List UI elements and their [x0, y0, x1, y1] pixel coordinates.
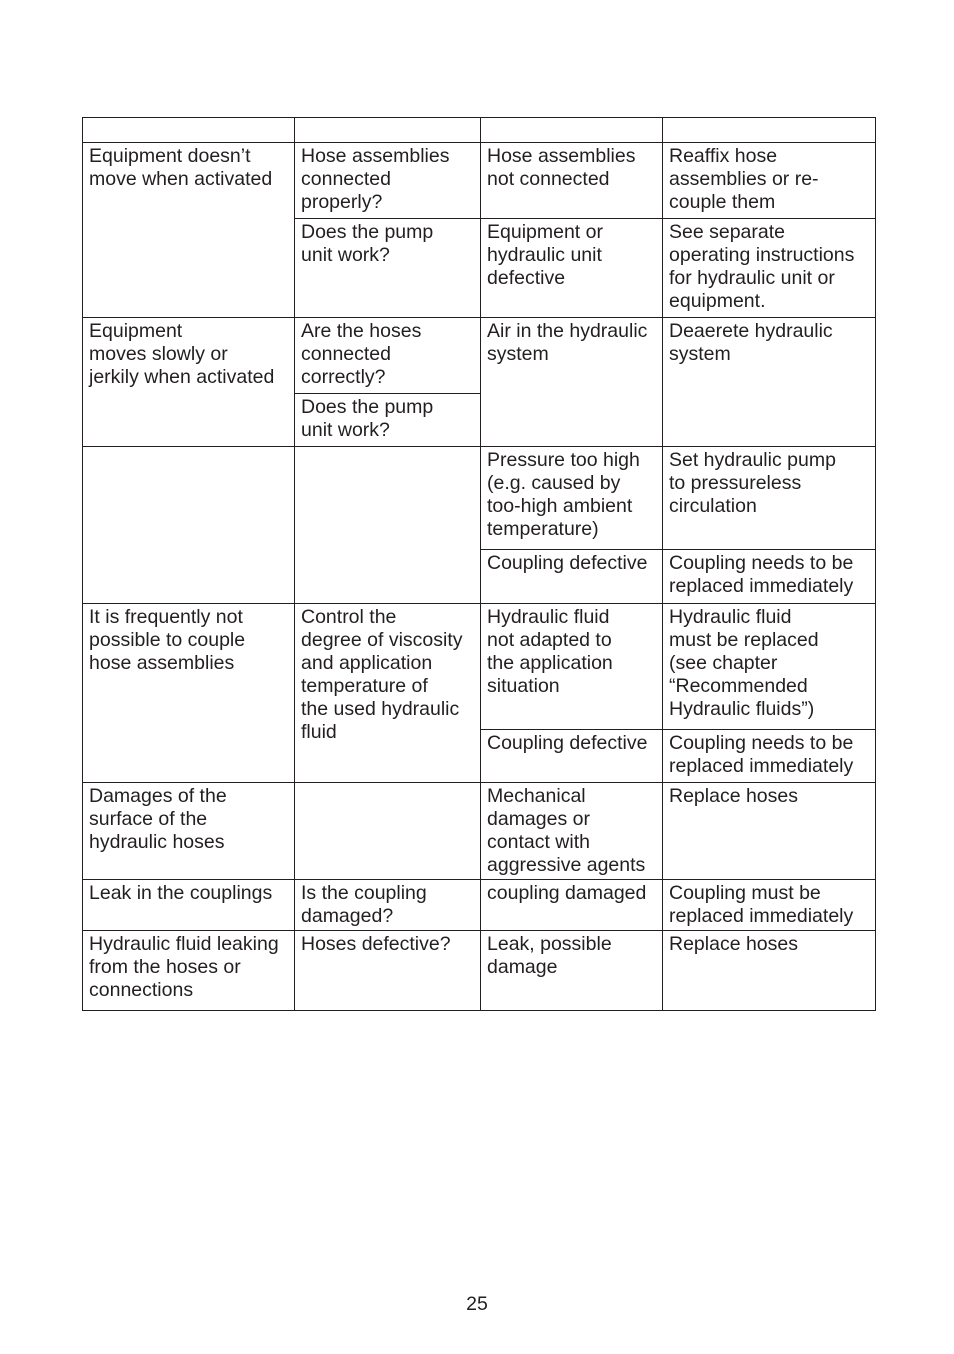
cause-cell: Air in the hydraulic system [481, 318, 663, 447]
check-cell: Is the coupling damaged? [295, 880, 481, 931]
problem-cell [83, 447, 295, 604]
check-cell: Hoses defective? [295, 931, 481, 1011]
problem-cell: Equipment doesn’t move when activated [83, 143, 295, 318]
check-cell: Control the degree of viscosity and application temperature of the used hydraulic fluid [295, 604, 481, 783]
remedy-cell: Coupling needs to be replaced immediately [663, 729, 876, 782]
table-header-row [83, 118, 876, 143]
cause-cell: Equipment or hydraulic unit defective [481, 218, 663, 317]
problem-cell: Equipment moves slowly or jerkily when activated [83, 318, 295, 447]
header-cell-problem [83, 118, 295, 143]
table-row [83, 447, 876, 550]
cause-cell: Hydraulic fluid not adapted to the application situation [481, 604, 663, 730]
check-cell: Does the pump unit work? [295, 218, 481, 317]
check-cell: Hose assemblies connected properly? [295, 143, 481, 219]
remedy-cell: Coupling needs to be replaced immediately [663, 549, 876, 603]
problem-cell: It is frequently not possible to couple hose assemblies [83, 604, 295, 783]
cause-cell: Mechanical damages or contact with aggressive agents [481, 783, 663, 880]
remedy-cell: Replace hoses [663, 783, 876, 880]
cause-cell: coupling damaged [481, 880, 663, 931]
check-cell: Does the pump unit work? [295, 394, 481, 447]
header-cell-check [295, 118, 481, 143]
header-cell-remedy [663, 118, 876, 143]
remedy-cell: See separate operating instructions for hydraulic unit or equipment. [663, 218, 876, 317]
cause-cell: Leak, possible damage [481, 931, 663, 1011]
remedy-cell: Deaerete hydraulic system [663, 318, 876, 447]
table-row [83, 318, 876, 394]
check-cell [295, 447, 481, 604]
table-row [83, 143, 876, 219]
remedy-cell: Hydraulic fluid must be replaced (see chapter “Recommended Hydraulic fluids”) [663, 604, 876, 730]
page-number: 25 [466, 1293, 488, 1315]
remedy-cell: Coupling must be replaced immediately [663, 880, 876, 931]
problem-cell: Damages of the surface of the hydraulic hoses [83, 783, 295, 880]
cause-cell: Coupling defective [481, 549, 663, 603]
remedy-cell: Reaffix hose assemblies or re- couple them [663, 143, 876, 219]
table-row [83, 931, 876, 1011]
remedy-cell: Replace hoses [663, 931, 876, 1011]
header-cell-cause [481, 118, 663, 143]
troubleshooting-table [82, 117, 876, 1011]
cause-cell: Pressure too high (e.g. caused by too-high ambient temperature) [481, 447, 663, 550]
cause-cell: Hose assemblies not connected [481, 143, 663, 219]
problem-cell: Hydraulic fluid leaking from the hoses or connections [83, 931, 295, 1011]
table-row [83, 880, 876, 931]
problem-cell: Leak in the couplings [83, 880, 295, 931]
cause-cell: Coupling defective [481, 729, 663, 782]
table-row [83, 604, 876, 730]
check-cell [295, 783, 481, 880]
check-cell: Are the hoses connected correctly? [295, 318, 481, 394]
remedy-cell: Set hydraulic pump to pressureless circulation [663, 447, 876, 550]
table-row [83, 783, 876, 880]
